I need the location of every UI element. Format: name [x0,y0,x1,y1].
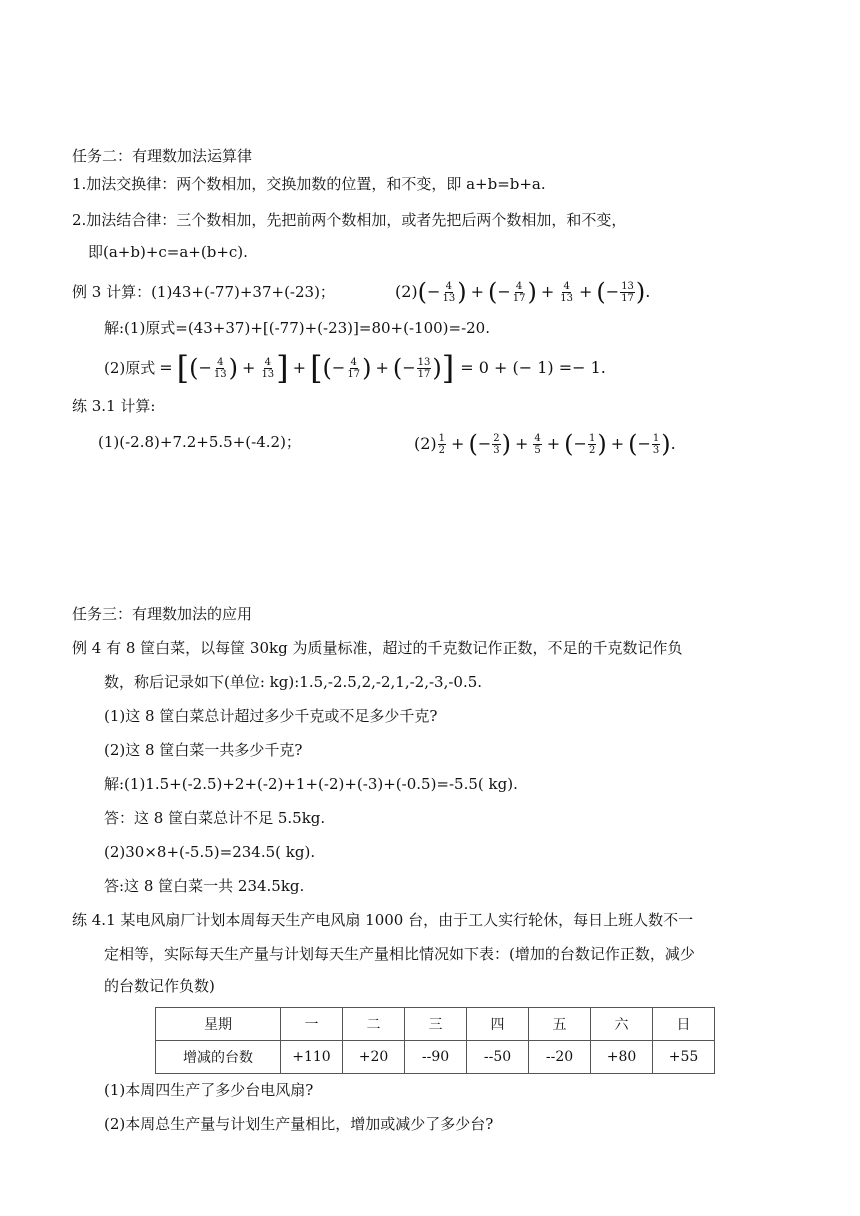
fraction: $\frac{1}{3}$ [652,432,660,456]
example4-answer1: 答：这 8 筐白菜总计不足 5.5kg. [104,809,326,827]
solution2-result: = 0 + (− 1) =− 1. [460,358,606,377]
table-cell: 星期 [156,1008,281,1041]
fraction: $\frac{4}{17}$ [512,280,526,304]
example4-question1: (1)这 8 筐白菜总计超过多少千克或不足多少千克? [104,707,438,725]
solution2-label: (2)原式 [104,359,156,377]
table-cell: --90 [405,1041,467,1074]
fraction: $\frac{13}{17}$ [621,280,634,304]
practice3-part2-label: (2) [414,434,437,453]
associative-law: 2.加法结合律：三个数相加，先把前两个数相加，或者先把后两个数相加，和不变， [72,211,627,229]
commutative-law: 1.加法交换律：两个数相加，交换加数的位置，和不变，即 a+b=b+a. [72,175,546,193]
practice4-question2: (2)本周总生产量与计划生产量相比，增加或减少了多少台? [104,1115,494,1133]
example4-solution1: 解:(1)1.5+(-2.5)+2+(-2)+1+(-2)+(-3)+(-0.5)=-5.5( kg). [104,775,518,793]
fraction: $\frac{1}{2}$ [438,432,446,456]
practice4-line3: 的台数记作负数) [104,977,215,995]
table-row [156,1041,715,1074]
practice4-line1: 练 4.1 某电风扇厂计划本周每天生产电风扇 1000 台，由于工人实行轮休，每日上班人数不一 [72,911,694,929]
fraction: $\frac{1}{2}$ [588,432,596,456]
task3-title: 任务三：有理数加法的应用 [72,605,253,623]
table-cell: +55 [653,1041,715,1074]
example4-line1: 例 4 有 8 筐白菜，以每筐 30kg 为质量标准，超过的千克数记作正数，不足的千克数记作负 [72,639,683,657]
table-cell: 三 [405,1008,467,1041]
example3-solution2: (2)原式 = [ ( − $\frac{4}{13}$ ) + $\frac{4}{13}$ ] + [ ( − $\frac{4}{17}$ ) + ( − $\frac{13}{17}$ ) ] = 0 + (− 1) =− 1. [104,349,606,387]
fraction: $\frac{4}{13}$ [261,356,275,380]
fraction: $\frac{4}{13}$ [213,356,227,380]
production-table [155,1007,715,1074]
practice3-part2: (2) $\frac{1}{2}$ + ( − $\frac{2}{3}$ ) + $\frac{4}{5}$ + ( − $\frac{1}{2}$ ) + ( − $\frac{1}{3}$ ) . [414,430,676,458]
table-cell: 二 [343,1008,405,1041]
table-cell: 四 [467,1008,529,1041]
table-cell: --50 [467,1041,529,1074]
fraction: $\frac{2}{3}$ [493,432,500,456]
table-cell: +110 [281,1041,343,1074]
example4-solution2: (2)30×8+(-5.5)=234.5( kg). [104,843,316,861]
associative-law-formula: 即(a+b)+c=a+(b+c). [88,243,248,261]
example3-solution1: 解:(1)原式=(43+37)+[(-77)+(-23)]=80+(-100)=-20. [104,319,490,337]
example3-part1: 例 3 计算：(1)43+(-77)+37+(-23)； [72,283,335,301]
practice4-question1: (1)本周四生产了多少台电风扇? [104,1081,314,1099]
table-cell: 增减的台数 [156,1041,281,1074]
fraction: $\frac{4}{13}$ [442,280,456,304]
task2-title: 任务二：有理数加法运算律 [72,147,253,165]
example4-question2: (2)这 8 筐白菜一共多少千克? [104,741,303,759]
example3-part2-label: (2) [395,282,418,301]
example4-answer2: 答:这 8 筐白菜一共 234.5kg. [104,877,305,895]
table-cell: 一 [281,1008,343,1041]
fraction: $\frac{4}{17}$ [347,356,361,380]
fraction: $\frac{4}{5}$ [534,432,541,456]
table-cell: --20 [529,1041,591,1074]
fraction: $\frac{13}{17}$ [417,356,431,380]
practice3-part1: (1)(-2.8)+7.2+5.5+(-4.2)； [98,433,301,451]
table-cell: 六 [591,1008,653,1041]
example3-part2: (2) ( − $\frac{4}{13}$ ) + ( − $\frac{4}{17}$ ) + $\frac{4}{13}$ + ( − $\frac{13}{17}$ ) . [395,278,651,306]
table-cell: +20 [343,1041,405,1074]
practice4-line2: 定相等，实际每天生产量与计划每天生产量相比情况如下表：(增加的台数记作正数，减少 [104,945,695,963]
example4-line2: 数，称后记录如下(单位: kg):1.5,-2.5,2,-2,1,-2,-3,-0.5. [104,673,483,691]
fraction: $\frac{4}{13}$ [560,280,573,304]
table-cell: +80 [591,1041,653,1074]
table-cell: 日 [653,1008,715,1041]
table-cell: 五 [529,1008,591,1041]
table-row [156,1008,715,1041]
practice3-title: 练 3.1 计算: [72,397,156,415]
